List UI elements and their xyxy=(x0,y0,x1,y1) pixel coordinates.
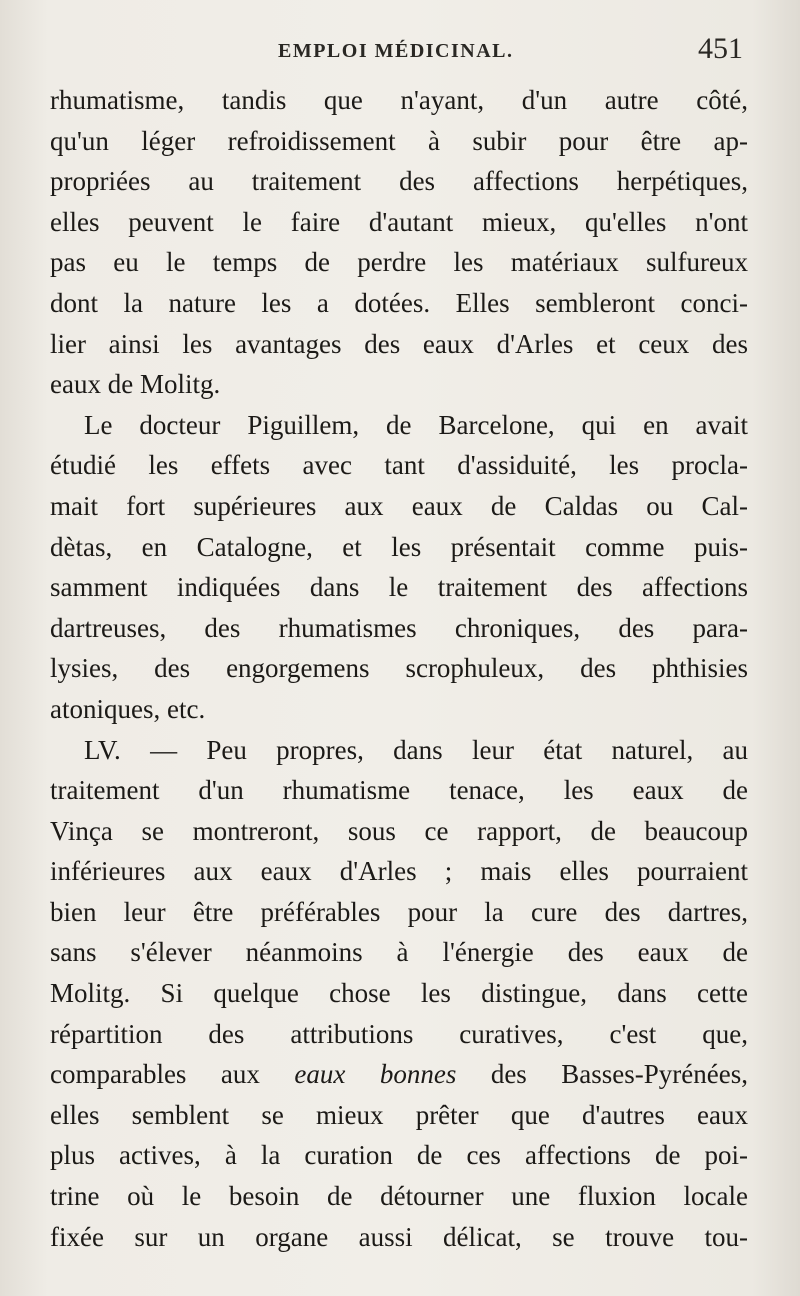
text-line: lier ainsi les avantages des eaux d'Arles et ceux des xyxy=(50,328,748,359)
text-segment: des Basses-Pyrénées, xyxy=(456,1059,749,1090)
text-line: répartition des attributions curatives, c'est que, xyxy=(50,1018,748,1049)
text-line: mait fort supérieures aux eaux de Caldas ou Cal- xyxy=(50,490,748,521)
text-line: traitement d'un rhumatisme tenace, les eaux de xyxy=(50,775,748,806)
text-line: étudié les effets avec tant d'assiduité, les procla- xyxy=(50,450,748,481)
text-line xyxy=(50,1054,748,1095)
page-number: 451 xyxy=(698,32,743,65)
text-line: lysies, des engorgemens scrophuleux, des phthisies xyxy=(50,653,748,684)
text-line: pas eu le temps de perdre les matériaux sulfureux xyxy=(50,247,748,278)
text-line: dont la nature les a dotées. Elles sembleront conci- xyxy=(50,287,748,318)
text-line: LV. — Peu propres, dans leur état naturel, au xyxy=(84,734,748,765)
text-line: fixée sur un organe aussi délicat, se trouve tou- xyxy=(50,1221,748,1252)
text-line: trine où le besoin de détourner une fluxion locale xyxy=(50,1181,748,1212)
text-line: plus actives, à la curation de ces affections de poi- xyxy=(50,1140,748,1171)
text-line: inférieures aux eaux d'Arles ; mais elles pourraient xyxy=(50,856,748,887)
text-line: dètas, en Catalogne, et les présentait comme puis- xyxy=(50,531,748,562)
text-line: sans s'élever néanmoins à l'énergie des eaux de xyxy=(50,937,748,968)
page-header xyxy=(0,34,800,74)
text-line: rhumatisme, tandis que n'ayant, d'un autre côté, xyxy=(50,85,748,115)
text-segment: comparables aux xyxy=(50,1059,295,1090)
text-line: eaux de Molitg. xyxy=(50,369,221,400)
text-line: bien leur être préférables pour la cure des dartres, xyxy=(50,896,748,927)
text-line: propriées au traitement des affections herpétiques, xyxy=(50,166,748,197)
running-title: EMPLOI MÉDICINAL. xyxy=(278,40,514,62)
text-line: samment indiquées dans le traitement des affections xyxy=(50,572,748,603)
text-line: Molitg. Si quelque chose les distingue, dans cette xyxy=(50,978,748,1009)
body-text xyxy=(50,80,748,1257)
text-line: qu'un léger refroidissement à subir pour être ap- xyxy=(50,125,748,156)
text-line: Le docteur Piguillem, de Barcelone, qui en avait xyxy=(84,409,748,440)
text-line: atoniques, etc. xyxy=(50,693,206,724)
text-line: dartreuses, des rhumatismes chroniques, des para- xyxy=(50,612,748,643)
text-line: Vinça se montreront, sous ce rapport, de beaucoup xyxy=(50,815,748,846)
text-line: elles peuvent le faire d'autant mieux, qu'elles n'ont xyxy=(50,206,748,237)
text-line: elles semblent se mieux prêter que d'autres eaux xyxy=(50,1099,748,1130)
italic-term: eaux bonnes xyxy=(294,1059,457,1090)
